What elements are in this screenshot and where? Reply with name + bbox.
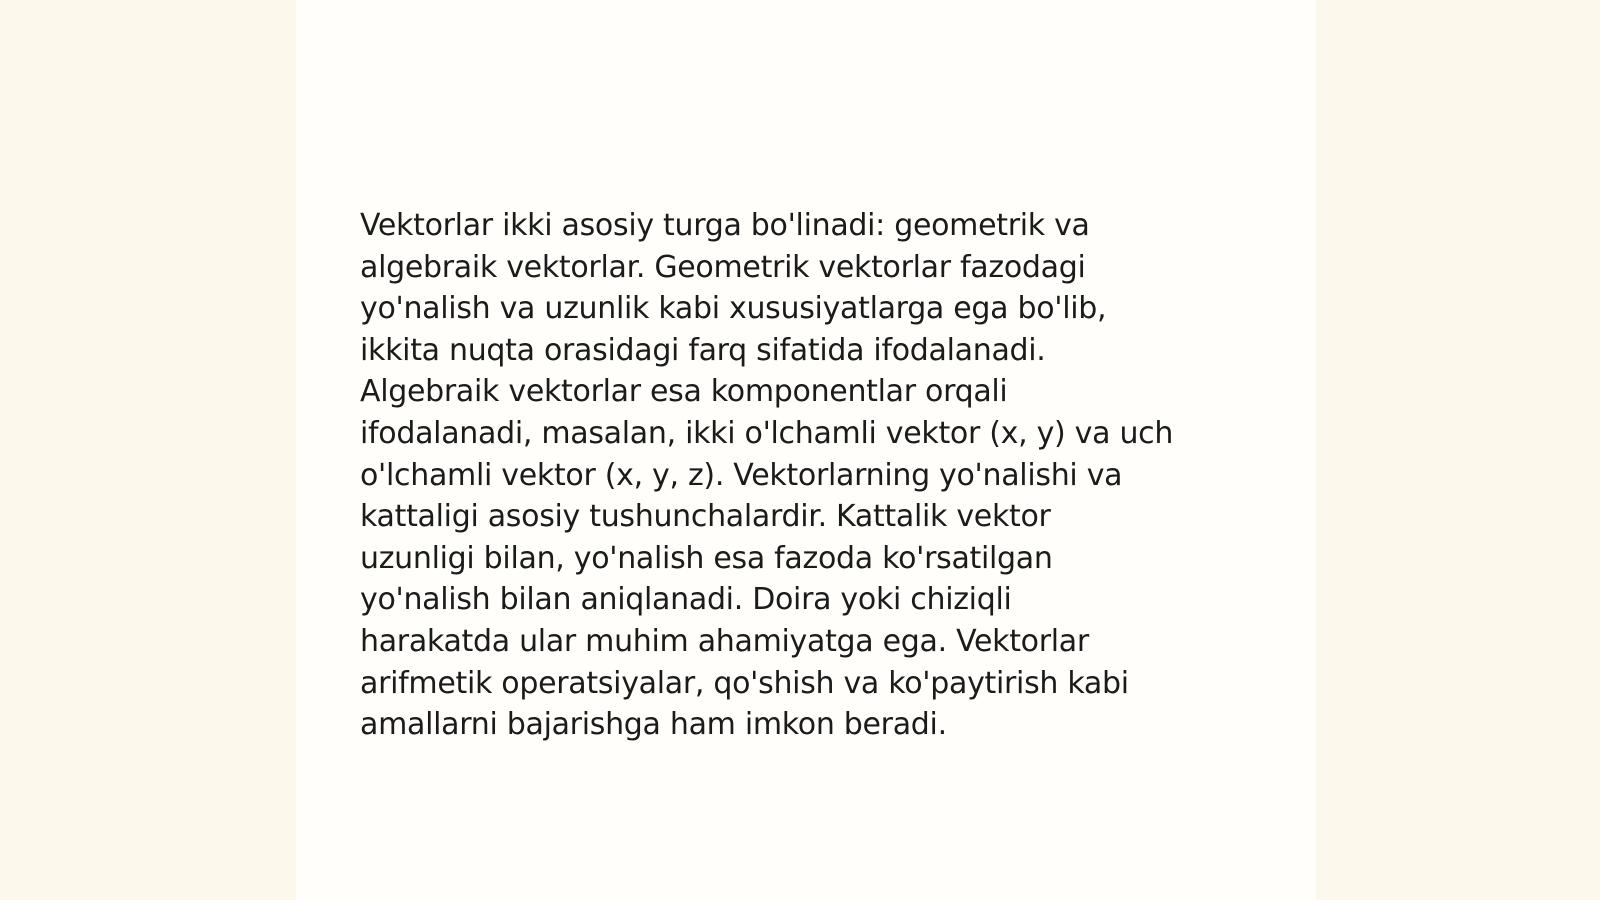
- slide-body-text: Vektorlar ikki asosiy turga bo'linadi: geometrik va algebraik vektorlar. Geometrik vektorlar fazodagi yo'nalish va uzunlik kabi xususiyatlarga ega bo'lib, ikkita nuqta orasidagi farq sifatida ifodalanadi. Algebraik vektorlar esa komponentlar orqali ifodalanadi, masalan, ikki o'lchamli vektor (x, y) va uch o'lchamli vektor (x, y, z). Vektorlarning yo'nalishi va kattaligi asosiy tushunchalardir. Kattalik vektor uzunligi bilan, yo'nalish esa fazoda ko'rsatilgan yo'nalish bilan aniqlanadi. Doira yoki chiziqli harakatda ular muhim ahamiyatga ega. Vektorlar arifmetik operatsiyalar, qo'shish va ko'paytirish kabi amallarni bajarishga ham imkon beradi.: [360, 208, 1174, 743]
- slide: [296, 0, 1316, 900]
